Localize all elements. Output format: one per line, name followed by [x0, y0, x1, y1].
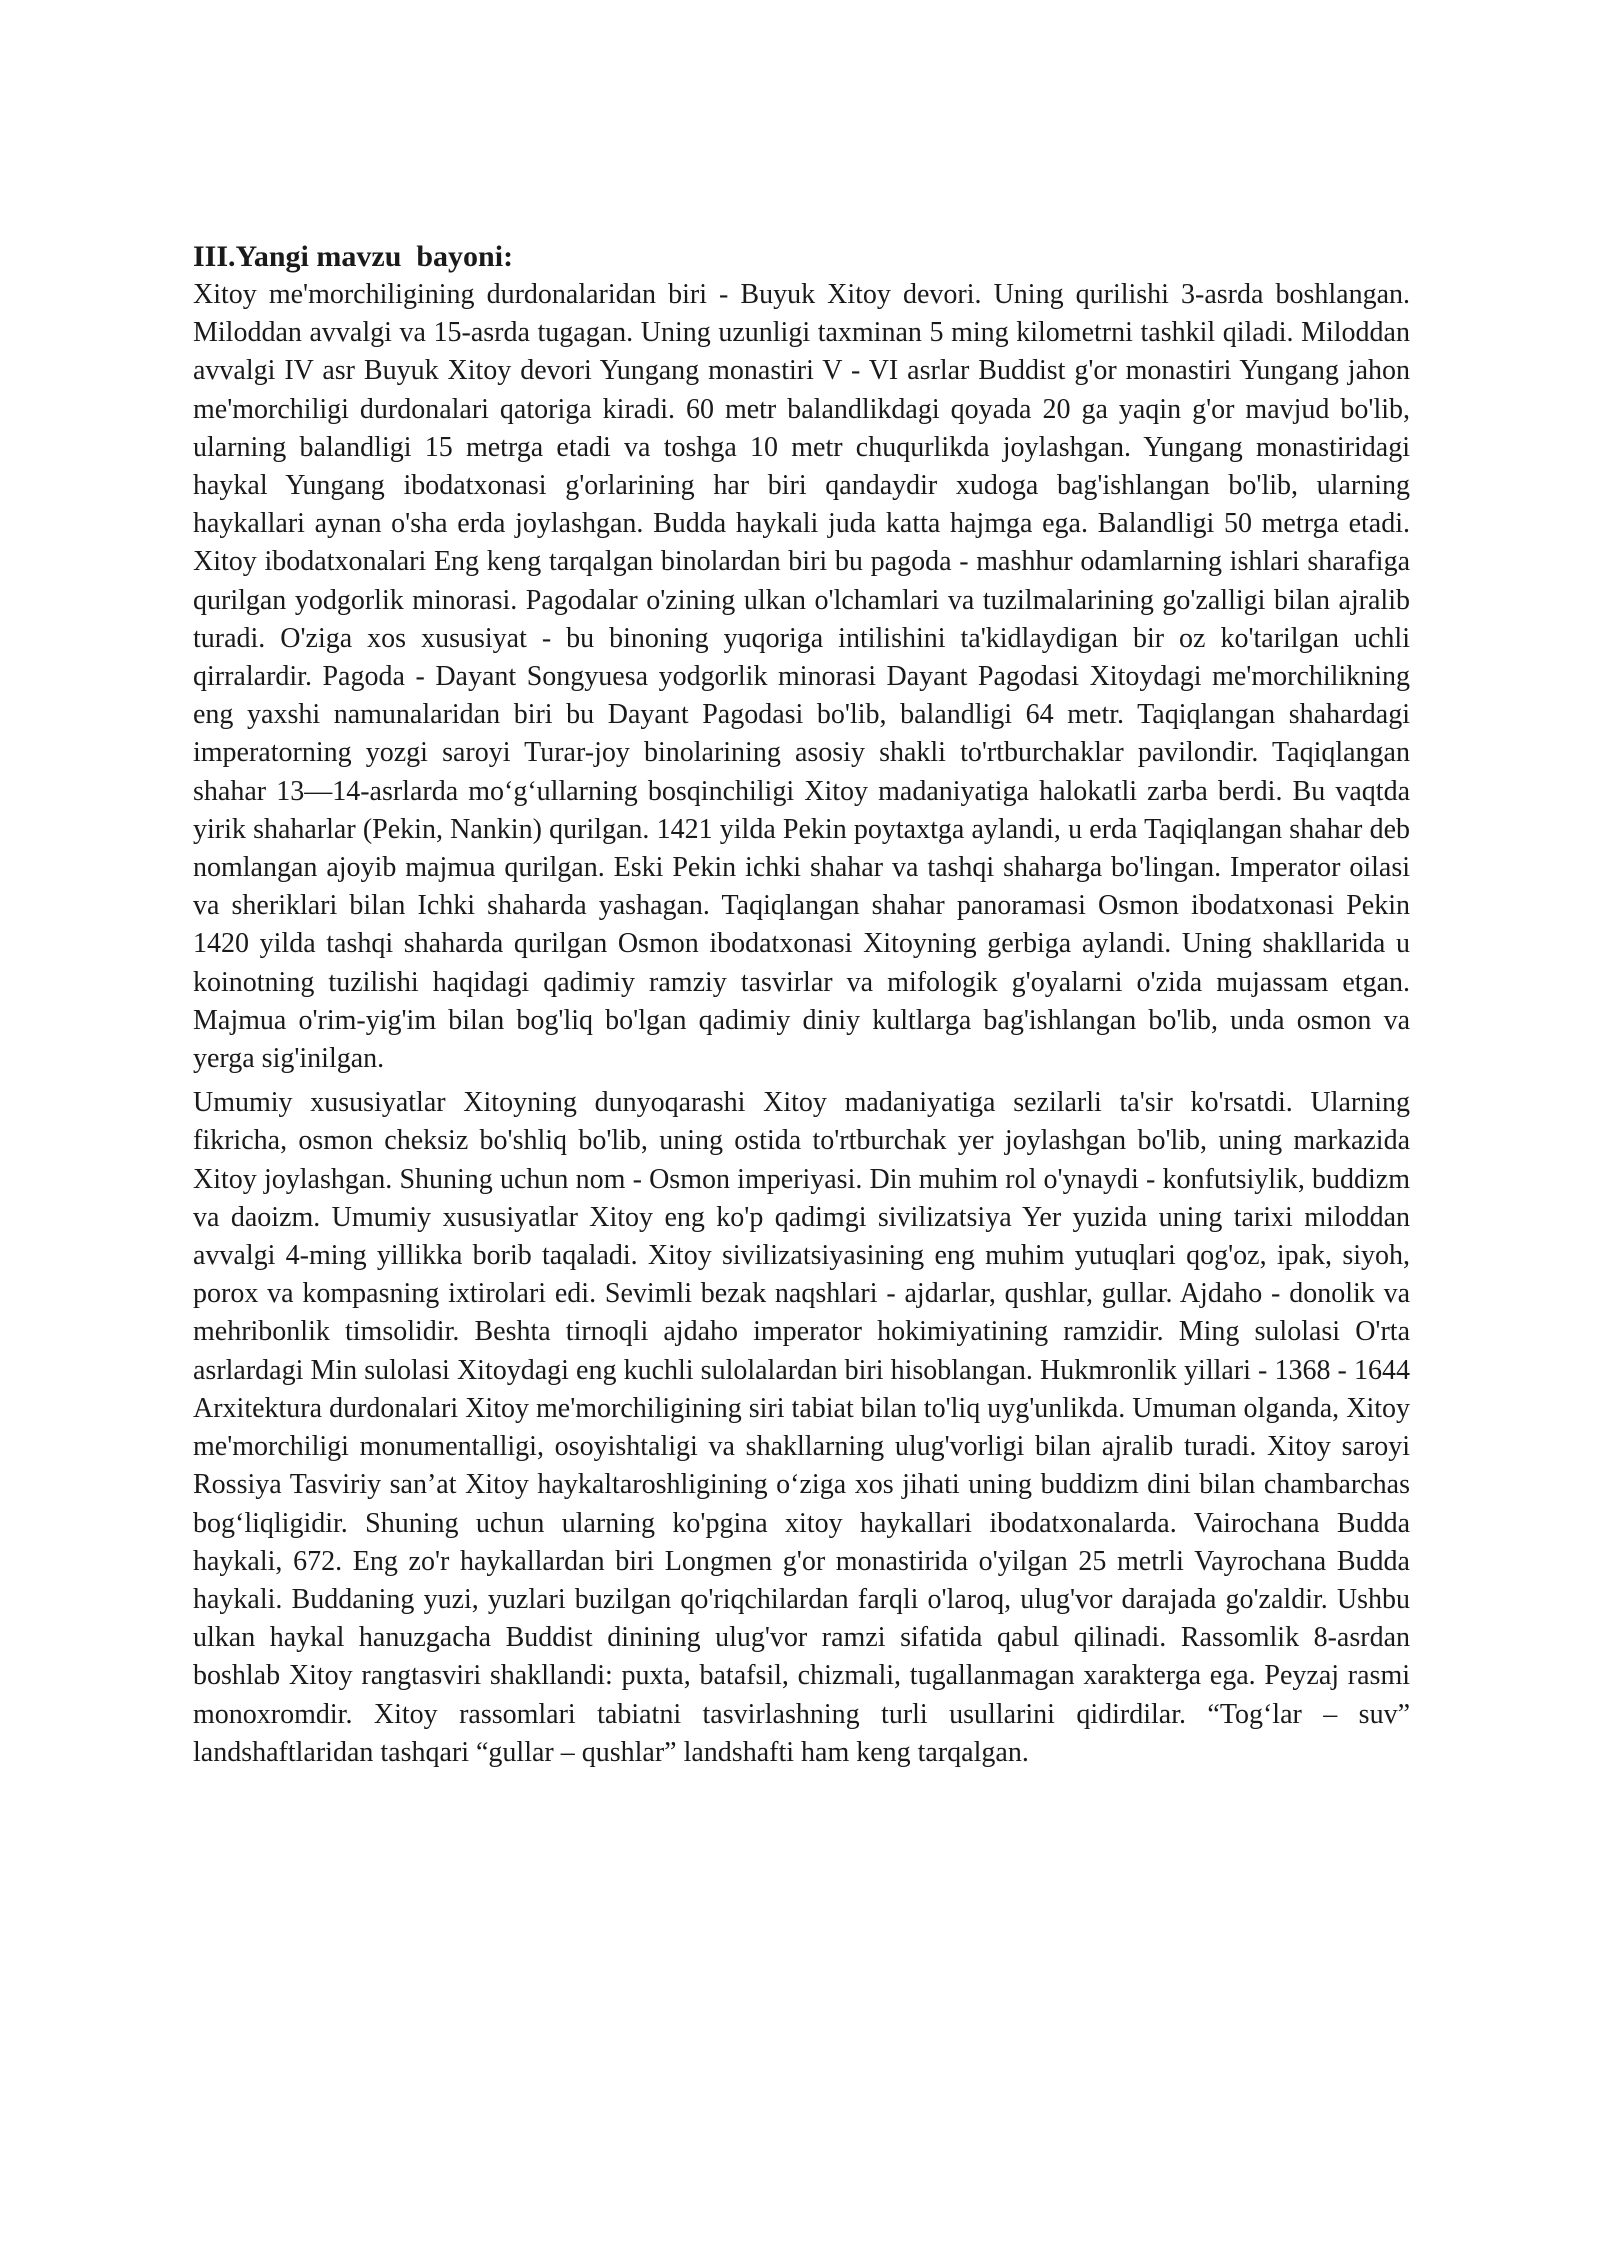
body-paragraph: Xitoy me'morchiligining durdonalaridan biri - Buyuk Xitoy devori. Uning qurilishi 3-asrda boshlangan. Miloddan avvalgi va 15-asrda tugagan. Uning uzunligi taxminan 5 ming kilometrni tashkil qiladi. Miloddan avvalgi IV asr Buyuk Xitoy devori Yungang monastiri V - VI asrlar Buddist g'or monastiri Yungang jahon me'morchiligi durdonalari qatoriga kiradi. 60 metr balandlikdagi qoyada 20 ga yaqin g'or mavjud bo'lib, ularning balandligi 15 metrga etadi va toshga 10 metr chuqurlikda joylashgan. Yungang monastiridagi haykal Yungang ibodatxonasi g'orlarining har biri qandaydir xudoga bag'ishlangan bo'lib, ularning haykallari aynan o'sha erda joylashgan. Budda haykali juda katta hajmga ega. Balandligi 50 metrga etadi. Xitoy ibodatxonalari Eng keng tarqalgan binolardan biri bu pagoda - mashhur odamlarning ishlari sharafiga qurilgan yodgorlik minorasi. Pagodalar o'zining ulkan o'lchamlari va tuzilmalarining go'zalligi bilan ajralib turadi. O'ziga xos xususiyat - bu binoning yuqoriga intilishini ta'kidlaydigan bir oz ko'tarilgan uchli qirralardir. Pagoda - Dayant Songyuesa yodgorlik minorasi Dayant Pagodasi Xitoydagi me'morchilikning eng yaxshi namunalaridan biri bu Dayant Pagodasi bo'lib, balandligi 64 metr. Taqiqlangan shahardagi imperatorning yozgi saroyi Turar-joy binolarining asosiy shakli to'rtburchaklar pavilondir. Taqiqlangan shahar 13—14-asrlarda mo‘g‘ullarning bosqinchiligi Xitoy madaniyatiga halokatli zarba berdi. Bu vaqtda yirik shaharlar (Pekin, Nankin) qurilgan. 1421 yilda Pekin poytaxtga aylandi, u erda Taqiqlangan shahar deb nomlangan ajoyib majmua qurilgan. Eski Pekin ichki shahar va tashqi shaharga bo'lingan. Imperator oilasi va sheriklari bilan Ichki shaharda yashagan. Taqiqlangan shahar panoramasi Osmon ibodatxonasi Pekin 1420 yilda tashqi shaharda qurilgan Osmon ibodatxonasi Xitoyning gerbiga aylandi. Uning shakllarida u koinotning tuzilishi haqidagi qadimiy ramziy tasvirlar va mifologik g'oyalarni o'zida mujassam etgan. Majmua o'rim-yig'im bilan bog'liq bo'lgan qadimiy diniy kultlarga bag'ishlangan bo'lib, unda osmon va yerga sig'inilgan. — [193, 279, 1410, 1075]
section-heading: III.Yangi mavzu bayoni: — [193, 240, 514, 273]
document-page — [193, 238, 1410, 1772]
body-paragraph: Umumiy xususiyatlar Xitoyning dunyoqarashi Xitoy madaniyatiga sezilarli ta'sir ko'rsatdi. Ularning fikricha, osmon cheksiz bo'shliq bo'lib, uning ostida to'rtburchak yer joylashgan bo'lib, uning markazida Xitoy joylashgan. Shuning uchun nom - Osmon imperiyasi. Din muhim rol o'ynaydi - konfutsiylik, buddizm va daoizm. Umumiy xususiyatlar Xitoy eng ko'p qadimgi sivilizatsiya Yer yuzida uning tarixi miloddan avvalgi 4-ming yillikka borib taqaladi. Xitoy sivilizatsiyasining eng muhim yutuqlari qog'oz, ipak, siyoh, porox va kompasning ixtirolari edi. Sevimli bezak naqshlari - ajdarlar, qushlar, gullar. Ajdaho - donolik va mehribonlik timsolidir. Beshta tirnoqli ajdaho imperator hokimiyatining ramzidir. Ming sulolasi O'rta asrlardagi Min sulolasi Xitoydagi eng kuchli sulolalardan biri hisoblangan. Hukmronlik yillari - 1368 - 1644 Arxitektura durdonalari Xitoy me'morchiligining siri tabiat bilan to'liq uyg'unlikda. Umuman olganda, Xitoy me'morchiligi monumentalligi, osoyishtaligi va shakllarning ulug'vorligi bilan ajralib turadi. Xitoy saroyi Rossiya Tasviriy san’at Xitoy haykaltaroshligining o‘ziga xos jihati uning buddizm dini bilan chambarchas bog‘liqligidir. Shuning uchun ularning ko'pgina xitoy haykallari ibodatxonalarda. Vairochana Budda haykali, 672. Eng zo'r haykallardan biri Longmen g'or monastirida o'yilgan 25 metrli Vayrochana Budda haykali. Buddaning yuzi, yuzlari buzilgan qo'riqchilardan farqli o'laroq, ulug'vor darajada go'zaldir. Ushbu ulkan haykal hanuzgacha Buddist dinining ulug'vor ramzi sifatida qabul qilinadi. Rassomlik 8-asrdan boshlab Xitoy rangtasviri shakllandi: puxta, batafsil, chizmali, tugallanmagan xarakterga ega. Peyzaj rasmi monoxromdir. Xitoy rassomlari tabiatni tasvirlashning turli usullarini qidirdilar. “Tog‘lar – suv” landshaftlaridan tashqari “gullar – qushlar” landshafti ham keng tarqalgan. — [193, 1087, 1410, 1768]
